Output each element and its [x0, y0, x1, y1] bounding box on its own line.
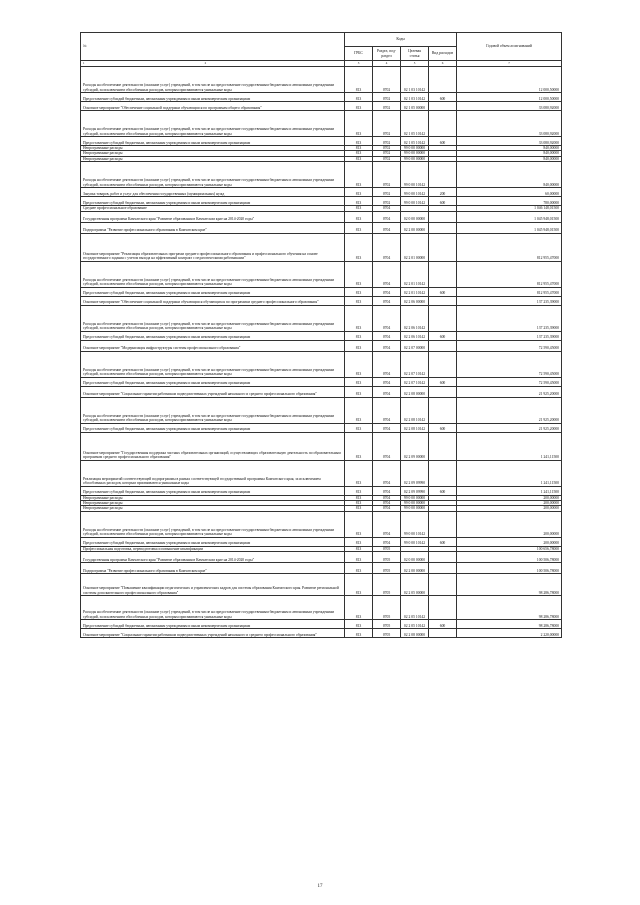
- row-razdel: 0705: [373, 596, 401, 620]
- table-row: [81, 397, 562, 423]
- row-target-article: 99 0 00 00000: [401, 506, 429, 511]
- row-description: Предоставление субсидий бюджетным, автономным учреждениям и иным некоммерческим организациям: [81, 137, 345, 146]
- row-description: Предоставление субсидий бюджетным, автономным учреждениям и иным некоммерческим организациям: [81, 423, 345, 432]
- row-target-article: 99 0 00 00000: [401, 156, 429, 161]
- row-expense-type: [429, 460, 457, 486]
- row-description: Предоставление субсидий бюджетным, автономным учреждениям и иным некоммерческим организациям: [81, 93, 345, 102]
- table-row: [81, 211, 562, 222]
- row-expense-type: [429, 233, 457, 261]
- row-amount: 137 235,39000: [457, 296, 562, 305]
- row-description: Подпрограмма "Развитие профессионального образования в Камчатском крае": [81, 563, 345, 574]
- table-body: [81, 61, 562, 638]
- table-row: [81, 111, 562, 137]
- row-razdel: 0704: [373, 495, 401, 500]
- row-target-article: 99 0 00 10142: [401, 537, 429, 546]
- row-description: Расходы на обеспечение деятельности (оказание услуг) учреждений, в том числе на предоставление государственным бюджетным и автономным учреждениям субсидий, за исключением обособленных расходов, которым присваиваются уникальные коды: [81, 511, 345, 537]
- row-amount: 98 286,78000: [457, 620, 562, 629]
- row-amount: 98 286,78000: [457, 596, 562, 620]
- row-target-article: 02 2 08 00000: [401, 386, 429, 397]
- row-amount: 1 045 948,01500: [457, 222, 562, 233]
- table-row: [81, 486, 562, 495]
- row-target-article: 02 2 09 00000: [401, 432, 429, 460]
- row-description: Основное мероприятие "Обеспечение социальной поддержки обучающихся обучающихся по программам среднего профессионального образования": [81, 296, 345, 305]
- row-description: Предоставление субсидий бюджетным, автономным учреждениям и иным некоммерческим организациям: [81, 377, 345, 386]
- row-target-article: 02 1 05 00000: [401, 102, 429, 111]
- row-razdel: 0704: [373, 340, 401, 351]
- row-grbs: 813: [345, 287, 373, 296]
- row-target-article: 02 2 06 10142: [401, 305, 429, 331]
- row-description: Непрограммные расходы: [81, 146, 345, 151]
- row-expense-type: 600: [429, 93, 457, 102]
- row-amount: 21 925,20000: [457, 423, 562, 432]
- row-expense-type: 600: [429, 287, 457, 296]
- row-expense-type: [429, 261, 457, 287]
- row-amount: 812 955,47000: [457, 261, 562, 287]
- row-target-article: 02 2 07 10142: [401, 351, 429, 377]
- row-description: Предоставление субсидий бюджетным, автономным учреждениям и иным некоммерческим организациям: [81, 537, 345, 546]
- column-number: 1 2: [81, 61, 345, 67]
- row-expense-type: [429, 296, 457, 305]
- row-target-article: 02 2 01 10142: [401, 287, 429, 296]
- header-annual-volume: Годовой объем ассигнований: [457, 33, 562, 61]
- row-expense-type: [429, 111, 457, 137]
- row-expense-type: [429, 222, 457, 233]
- row-target-article: 02 2 08 10142: [401, 397, 429, 423]
- table-row: [81, 460, 562, 486]
- row-amount: 200,00000: [457, 501, 562, 506]
- row-amount: 100 506,78000: [457, 563, 562, 574]
- row-description: Расходы на обеспечение деятельности (оказание услуг) учреждений, в том числе на предоставление государственным бюджетным и автономным учреждениям субсидий, за исключением обособленных расходов, которым присваиваются уникальные коды: [81, 596, 345, 620]
- row-expense-type: 600: [429, 137, 457, 146]
- table-row: [81, 620, 562, 629]
- row-amount: 200,00000: [457, 506, 562, 511]
- row-grbs: 813: [345, 93, 373, 102]
- row-razdel: 0704: [373, 377, 401, 386]
- row-amount: 200,00000: [457, 511, 562, 537]
- row-grbs: 813: [345, 397, 373, 423]
- row-grbs: 813: [345, 331, 373, 340]
- row-razdel: 0702: [373, 67, 401, 93]
- row-amount: 200,00000: [457, 495, 562, 500]
- row-razdel: 0704: [373, 331, 401, 340]
- row-razdel: 0705: [373, 620, 401, 629]
- table-row: [81, 377, 562, 386]
- table-row: [81, 537, 562, 546]
- row-grbs: 813: [345, 506, 373, 511]
- row-amount: 200,00000: [457, 537, 562, 546]
- row-description: Государственная программа Камчатского края "Развитие образования в Камчатском крае на 2014-2020 годы": [81, 211, 345, 222]
- row-target-article: 02 2 08 10142: [401, 423, 429, 432]
- table-row: [81, 574, 562, 596]
- row-description: Непрограммные расходы: [81, 506, 345, 511]
- row-grbs: 813: [345, 596, 373, 620]
- row-description: Непрограммные расходы: [81, 151, 345, 156]
- row-amount: 100 506,78000: [457, 552, 562, 563]
- row-razdel: 0702: [373, 162, 401, 188]
- row-razdel: 0704: [373, 296, 401, 305]
- row-razdel: 0704: [373, 511, 401, 537]
- row-target-article: 02 2 09 09990: [401, 460, 429, 486]
- row-target-article: 02 2 05 00000: [401, 574, 429, 596]
- row-description: Расходы на обеспечение деятельности (оказание услуг) учреждений, в том числе на предоставление государственным бюджетным и автономным учреждениям субсидий, за исключением обособленных расходов, которым присваиваются уникальные коды: [81, 162, 345, 188]
- row-amount: 1 241,11500: [457, 460, 562, 486]
- row-description: Основное мероприятие "Социальные гарантии работникам подведомственных учреждений начального и среднего профессионального образования": [81, 386, 345, 397]
- row-amount: 33 080,92000: [457, 137, 562, 146]
- row-description: Расходы на обеспечение деятельности (оказание услуг) учреждений, в том числе на предоставление государственным бюджетным и автономным учреждениям субсидий, за исключением обособленных расходов, которым присваиваются уникальные коды: [81, 305, 345, 331]
- row-description: Основное мероприятие "Реализация образовательных программ среднего профессионального образования и профессионального обучения на основе государственного задания с учетом выхода на эффективный контракт с педагогическими работниками": [81, 233, 345, 261]
- row-expense-type: [429, 629, 457, 638]
- row-expense-type: 600: [429, 197, 457, 206]
- row-amount: 1 046 148,01500: [457, 206, 562, 211]
- row-expense-type: [429, 596, 457, 620]
- row-amount: 840,00000: [457, 151, 562, 156]
- row-grbs: 813: [345, 233, 373, 261]
- table-row: [81, 596, 562, 620]
- column-number: 6: [429, 61, 457, 67]
- row-razdel: 0705: [373, 552, 401, 563]
- row-target-article: 02 0 00 00000: [401, 552, 429, 563]
- row-target-article: 99 0 00 00000: [401, 495, 429, 500]
- row-razdel: 0704: [373, 432, 401, 460]
- table-row: [81, 305, 562, 331]
- row-expense-type: [429, 552, 457, 563]
- row-amount: 100 656,78000: [457, 546, 562, 551]
- row-description: Расходы на обеспечение деятельности (оказание услуг) учреждений, в том числе на предоставление государственным бюджетным и автономным учреждениям субсидий, за исключением обособленных расходов, которым присваиваются уникальные коды: [81, 67, 345, 93]
- row-grbs: 813: [345, 563, 373, 574]
- row-razdel: 0704: [373, 423, 401, 432]
- row-expense-type: 600: [429, 377, 457, 386]
- row-description: Основное мероприятие "Государственная поддержка частных образовательных организаций, осуществляющих образовательную деятельность по образовательным программам среднего профессионального образования": [81, 432, 345, 460]
- row-razdel: 0704: [373, 211, 401, 222]
- row-description: Основное мероприятие "Повышение квалификации педагогических и управленческих кадров для системы образования Камчатского края. Развитие региональной системы дополнительного профессионального образования": [81, 574, 345, 596]
- row-amount: 812 955,47000: [457, 287, 562, 296]
- row-grbs: 813: [345, 211, 373, 222]
- table-row: [81, 93, 562, 102]
- header-expense-type: Вид расходов: [429, 47, 457, 61]
- row-razdel: 0705: [373, 629, 401, 638]
- row-grbs: 813: [345, 156, 373, 161]
- row-amount: 12 000,50000: [457, 67, 562, 93]
- row-grbs: 813: [345, 460, 373, 486]
- table-row: [81, 287, 562, 296]
- row-target-article: 02 2 06 00000: [401, 296, 429, 305]
- row-target-article: 02 1 05 10142: [401, 137, 429, 146]
- row-amount: 780,00000: [457, 197, 562, 206]
- row-grbs: 813: [345, 296, 373, 305]
- budget-table: [80, 32, 562, 638]
- table-row: [81, 296, 562, 305]
- row-description: Расходы на обеспечение деятельности (оказание услуг) учреждений, в том числе на предоставление государственным бюджетным и автономным учреждениям субсидий, за исключением обособленных расходов, которым присваиваются уникальные коды: [81, 261, 345, 287]
- row-target-article: 02 2 01 10142: [401, 261, 429, 287]
- row-razdel: 0702: [373, 156, 401, 161]
- header-target-article: Целевая статья: [401, 47, 429, 61]
- row-description: Профессиональная подготовка, переподготовка и повышение квалификации: [81, 546, 345, 551]
- row-expense-type: [429, 162, 457, 188]
- row-expense-type: [429, 67, 457, 93]
- row-razdel: 0702: [373, 93, 401, 102]
- row-expense-type: 600: [429, 423, 457, 432]
- row-target-article: 99 0 00 10142: [401, 511, 429, 537]
- row-amount: 137 235,39000: [457, 305, 562, 331]
- row-grbs: 813: [345, 495, 373, 500]
- row-expense-type: [429, 386, 457, 397]
- row-grbs: 813: [345, 351, 373, 377]
- row-amount: 840,00000: [457, 156, 562, 161]
- row-description: Предоставление субсидий бюджетным, автономным учреждениям и иным некоммерческим организациям: [81, 331, 345, 340]
- row-description: Непрограммные расходы: [81, 495, 345, 500]
- row-grbs: 813: [345, 188, 373, 197]
- table-row: [81, 331, 562, 340]
- row-grbs: 813: [345, 511, 373, 537]
- row-razdel: 0704: [373, 460, 401, 486]
- row-target-article: 02 2 07 00000: [401, 340, 429, 351]
- row-grbs: 813: [345, 423, 373, 432]
- row-description: Подпрограмма "Развитие профессионального образования в Камчатском крае": [81, 222, 345, 233]
- row-expense-type: [429, 340, 457, 351]
- row-grbs: 813: [345, 629, 373, 638]
- row-amount: 21 925,20000: [457, 386, 562, 397]
- row-expense-type: 600: [429, 331, 457, 340]
- row-expense-type: [429, 211, 457, 222]
- row-grbs: 813: [345, 620, 373, 629]
- row-grbs: 813: [345, 574, 373, 596]
- table-row: [81, 511, 562, 537]
- row-amount: 60,00000: [457, 188, 562, 197]
- row-razdel: 0702: [373, 146, 401, 151]
- row-expense-type: 600: [429, 620, 457, 629]
- row-expense-type: [429, 574, 457, 596]
- table-row: [81, 102, 562, 111]
- table-row: [81, 233, 562, 261]
- row-grbs: 813: [345, 377, 373, 386]
- row-razdel: 0705: [373, 563, 401, 574]
- row-razdel: 0705: [373, 546, 401, 551]
- row-razdel: 0704: [373, 222, 401, 233]
- row-target-article: 99 0 00 00000: [401, 501, 429, 506]
- row-razdel: 0704: [373, 305, 401, 331]
- row-description: Предоставление субсидий бюджетным, автономным учреждениям и иным некоммерческим организациям: [81, 197, 345, 206]
- table-row: [81, 629, 562, 638]
- row-expense-type: 600: [429, 537, 457, 546]
- row-description: Непрограммные расходы: [81, 501, 345, 506]
- row-amount: 2 220,00000: [457, 629, 562, 638]
- row-amount: 1 241,11500: [457, 432, 562, 460]
- row-grbs: 813: [345, 305, 373, 331]
- budget-table-sheet: [80, 32, 562, 638]
- header-codes: Коды: [345, 33, 457, 47]
- row-grbs: 813: [345, 111, 373, 137]
- row-razdel: 0704: [373, 486, 401, 495]
- row-amount: 812 955,47000: [457, 233, 562, 261]
- row-expense-type: [429, 305, 457, 331]
- row-amount: 72 590,45000: [457, 340, 562, 351]
- row-amount: 137 235,39000: [457, 331, 562, 340]
- row-razdel: 0705: [373, 574, 401, 596]
- table-row: [81, 222, 562, 233]
- row-description: Предоставление субсидий бюджетным, автономным учреждениям и иным некоммерческим организациям: [81, 620, 345, 629]
- column-number: 7: [457, 61, 562, 67]
- row-razdel: 0702: [373, 111, 401, 137]
- row-description: Расходы на обеспечение деятельности (оказание услуг) учреждений, в том числе на предоставление государственным бюджетным и автономным учреждениям субсидий, за исключением обособленных расходов, которым присваиваются уникальные коды: [81, 397, 345, 423]
- table-row: [81, 67, 562, 93]
- row-description: Непрограммные расходы: [81, 156, 345, 161]
- page-number: 17: [317, 884, 323, 889]
- row-target-article: 99 0 00 10142: [401, 188, 429, 197]
- row-grbs: 813: [345, 546, 373, 551]
- row-razdel: 0702: [373, 102, 401, 111]
- row-expense-type: [429, 563, 457, 574]
- row-expense-type: 600: [429, 486, 457, 495]
- row-target-article: 02 0 00 00000: [401, 211, 429, 222]
- row-expense-type: [429, 102, 457, 111]
- row-description: Основное мероприятие "Модернизация инфраструктуры системы профессионального образования": [81, 340, 345, 351]
- table-row: [81, 162, 562, 188]
- header-grbs: ГРБС: [345, 47, 373, 61]
- row-amount: 1 045 948,01500: [457, 211, 562, 222]
- row-grbs: 813: [345, 206, 373, 211]
- row-target-article: 02 2 01 00000: [401, 233, 429, 261]
- row-grbs: 813: [345, 261, 373, 287]
- row-amount: 840,00000: [457, 146, 562, 151]
- row-razdel: 0702: [373, 137, 401, 146]
- row-grbs: 813: [345, 537, 373, 546]
- row-amount: 12 000,50000: [457, 93, 562, 102]
- row-description: Расходы на обеспечение деятельности (оказание услуг) учреждений, в том числе на предоставление государственным бюджетным и автономным учреждениям субсидий, за исключением обособленных расходов, которым присваиваются уникальные коды: [81, 351, 345, 377]
- table-row: [81, 563, 562, 574]
- row-target-article: 02 2 06 10142: [401, 331, 429, 340]
- row-grbs: 813: [345, 432, 373, 460]
- row-razdel: 0702: [373, 188, 401, 197]
- row-amount: 21 925,20000: [457, 397, 562, 423]
- row-grbs: 813: [345, 386, 373, 397]
- row-amount: 840,00000: [457, 162, 562, 188]
- row-razdel: 0704: [373, 287, 401, 296]
- row-target-article: 02 2 00 00000: [401, 563, 429, 574]
- table-row: [81, 197, 562, 206]
- row-razdel: 0704: [373, 261, 401, 287]
- row-grbs: 813: [345, 102, 373, 111]
- table-row: [81, 340, 562, 351]
- row-target-article: 99 0 00 10142: [401, 197, 429, 206]
- row-expense-type: 200: [429, 188, 457, 197]
- row-amount: 72 590,45000: [457, 377, 562, 386]
- row-target-article: 02 2 05 10142: [401, 596, 429, 620]
- row-target-article: 99 0 00 10142: [401, 162, 429, 188]
- row-amount: 98 286,78000: [457, 574, 562, 596]
- row-amount: 72 590,45000: [457, 351, 562, 377]
- row-description: Основное мероприятие "Социальные гарантии работникам подведомственных учреждений начального и среднего профессионального образования": [81, 629, 345, 638]
- row-amount: 33 080,92000: [457, 102, 562, 111]
- row-target-article: 02 2 08 00000: [401, 629, 429, 638]
- row-razdel: 0702: [373, 151, 401, 156]
- row-razdel: 0704: [373, 386, 401, 397]
- row-grbs: 813: [345, 151, 373, 156]
- row-description: Предоставление субсидий бюджетным, автономным учреждениям и иным некоммерческим организациям: [81, 287, 345, 296]
- row-razdel: 0702: [373, 197, 401, 206]
- row-target-article: 02 1 03 10142: [401, 93, 429, 102]
- table-row: [81, 423, 562, 432]
- row-expense-type: [429, 351, 457, 377]
- row-razdel: 0704: [373, 506, 401, 511]
- column-number: 5: [401, 61, 429, 67]
- row-expense-type: [429, 432, 457, 460]
- table-row: [81, 552, 562, 563]
- row-grbs: 813: [345, 197, 373, 206]
- header-number: №: [81, 33, 345, 61]
- row-amount: 33 080,92000: [457, 111, 562, 137]
- row-expense-type: [429, 397, 457, 423]
- row-description: Среднее профессиональное образование: [81, 206, 345, 211]
- row-description: Закупка товаров, работ и услуг для обеспечения государственных (муниципальных) нужд: [81, 188, 345, 197]
- row-target-article: 02 2 09 09990: [401, 486, 429, 495]
- row-amount: 1 241,11500: [457, 486, 562, 495]
- table-row: [81, 432, 562, 460]
- row-target-article: 99 0 00 00000: [401, 146, 429, 151]
- row-razdel: 0704: [373, 206, 401, 211]
- row-description: Основное мероприятие "Обеспечение социальной поддержки обучающихся по программам общего образования": [81, 102, 345, 111]
- row-description: Реализация мероприятий соответствующей подпрограммы в рамках соответствующей государственной программы Камчатского края, за исключением обособленных расходов, которым присваиваются уникальные коды: [81, 460, 345, 486]
- row-grbs: 813: [345, 146, 373, 151]
- row-grbs: 813: [345, 137, 373, 146]
- row-grbs: 813: [345, 486, 373, 495]
- header-razdel: Раздел, под-раздел: [373, 47, 401, 61]
- column-number: 4: [373, 61, 401, 67]
- row-grbs: 813: [345, 552, 373, 563]
- column-number: 3: [345, 61, 373, 67]
- row-target-article: 02 2 05 10142: [401, 620, 429, 629]
- table-row: [81, 137, 562, 146]
- row-description: Расходы на обеспечение деятельности (оказание услуг) учреждений, в том числе на предоставление государственным бюджетным и автономным учреждениям субсидий, за исключением обособленных расходов, которым присваиваются уникальные коды: [81, 111, 345, 137]
- row-grbs: 813: [345, 340, 373, 351]
- row-razdel: 0704: [373, 501, 401, 506]
- row-target-article: 02 2 00 00000: [401, 222, 429, 233]
- row-target-article: 02 1 05 10142: [401, 111, 429, 137]
- row-razdel: 0704: [373, 233, 401, 261]
- row-description: Предоставление субсидий бюджетным, автономным учреждениям и иным некоммерческим организациям: [81, 486, 345, 495]
- row-razdel: 0704: [373, 397, 401, 423]
- row-grbs: 813: [345, 222, 373, 233]
- row-razdel: 0704: [373, 351, 401, 377]
- row-razdel: 0704: [373, 537, 401, 546]
- row-grbs: 813: [345, 67, 373, 93]
- table-row: [81, 351, 562, 377]
- header-row-1: [81, 33, 562, 47]
- row-target-article: 02 1 03 10142: [401, 67, 429, 93]
- row-description: Государственная программа Камчатского края "Развитие образования в Камчатском крае на 2014-2020 годы": [81, 552, 345, 563]
- row-expense-type: [429, 511, 457, 537]
- row-grbs: 813: [345, 162, 373, 188]
- row-grbs: 813: [345, 501, 373, 506]
- table-row: [81, 261, 562, 287]
- table-row: [81, 188, 562, 197]
- row-target-article: 99 0 00 00000: [401, 151, 429, 156]
- table-row: [81, 386, 562, 397]
- row-target-article: 02 2 07 10142: [401, 377, 429, 386]
